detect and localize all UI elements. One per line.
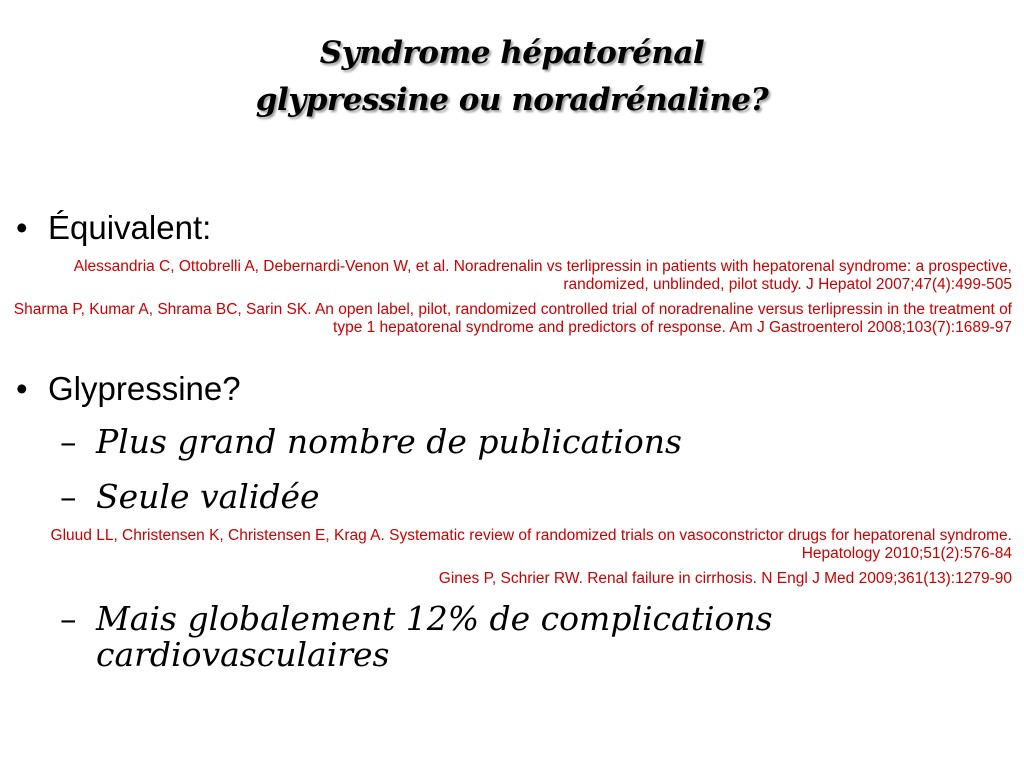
- dash-marker: –: [60, 422, 77, 461]
- sub-bullet-text: Mais globalement 12% de complications cardiovasculaires: [96, 599, 773, 674]
- reference-gines: Gines P, Schrier RW. Renal failure in cirrhosis. N Engl J Med 2009;361(13):1279-90: [438, 570, 1012, 587]
- bullet-equivalent: [16, 209, 211, 247]
- sub-bullet-publications: [60, 424, 1010, 460]
- bullet-text: Glypressine?: [48, 370, 241, 407]
- sub-bullet-validee: [60, 479, 1010, 515]
- dash-marker: –: [60, 477, 77, 516]
- title-line-1: Syndrome hépatorénal: [319, 35, 705, 71]
- bullet-marker: •: [16, 209, 28, 246]
- sub-bullet-complications: [60, 601, 1010, 673]
- slide-title: [0, 30, 1024, 124]
- dash-marker: –: [60, 599, 77, 638]
- title-line-2: glypressine ou noradrénaline?: [255, 82, 769, 118]
- bullet-marker: •: [16, 370, 28, 407]
- bullet-glypressine: [16, 370, 241, 408]
- reference-gluud: Gluud LL, Christensen K, Christensen E, Krag A. Systematic review of randomized trials on vasoconstrictor drugs for hepatorenal syndrome. Hepatology 2010;51(2):576-84: [50, 527, 1012, 562]
- reference-alessandria: Alessandria C, Ottobrelli A, Debernardi-Venon W, et al. Noradrenalin vs terlipressin in patients with hepatorenal syndrome: a prospective, randomized, unblinded, pilot study. J Hepatol 2007;47(4):499-505: [73, 258, 1012, 293]
- sub-bullet-text: Plus grand nombre de publications: [96, 422, 682, 461]
- reference-sharma: Sharma P, Kumar A, Shrama BC, Sarin SK. An open label, pilot, randomized controlled trial of noradrenaline versus terlipressin in the treatment of type 1 hepatorenal syndrome and predictors of response. Am J Gastroenterol 2008;103(7):1689-97: [13, 301, 1012, 336]
- sub-bullet-text: Seule validée: [96, 477, 320, 516]
- bullet-text: Équivalent:: [48, 209, 212, 246]
